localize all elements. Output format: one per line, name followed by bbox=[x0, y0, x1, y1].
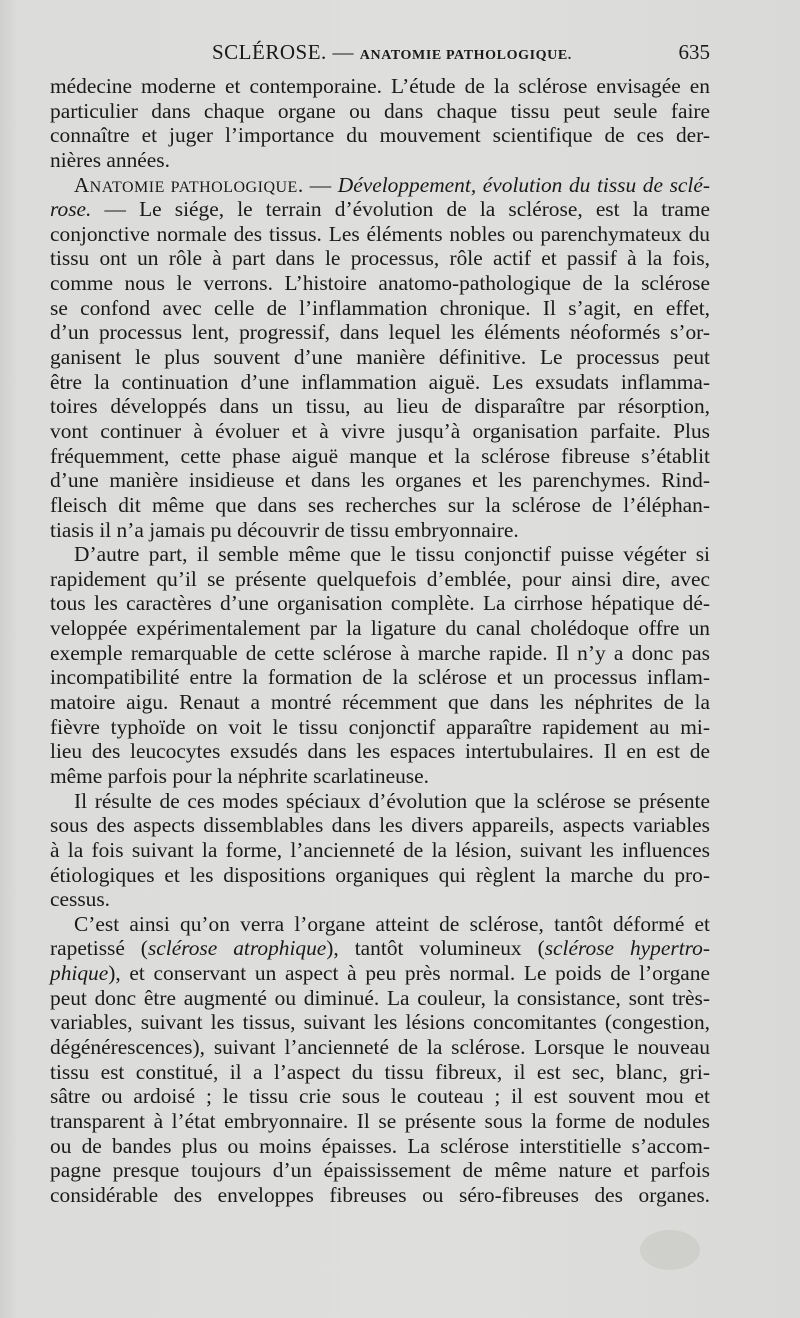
text-line: comme nous le verrons. L’histoire anatomo-pathologique de la sclérose bbox=[50, 271, 710, 296]
text-line: étiologiques et les dispositions organiques qui règlent la marche du pro- bbox=[50, 862, 710, 887]
page-number: 635 bbox=[678, 40, 710, 64]
text-line: tous les caractères d’une organisation complète. La cirrhose hépatique dé- bbox=[50, 591, 710, 616]
text-line: vont continuer à évoluer et à vivre jusqu’à organisation parfaite. Plus bbox=[50, 418, 710, 443]
text-line: d’une manière insidieuse et dans les organes et les parenchymes. Rind- bbox=[50, 468, 710, 493]
text-line: ou de bandes plus ou moins épaisses. La sclérose interstitielle s’accom- bbox=[50, 1133, 710, 1158]
section-label-cap: A bbox=[74, 172, 90, 197]
text-line: à la fois suivant la forme, l’ancienneté de la lésion, suivant les influences bbox=[50, 837, 710, 862]
body-text bbox=[50, 74, 710, 1207]
text-line bbox=[50, 961, 710, 986]
text-line: sâtre ou ardoisé ; le tissu crie sous le couteau ; il est souvent mou et bbox=[50, 1084, 710, 1109]
text-line: fréquemment, cette phase aiguë manque et la sclérose fibreuse s’établit bbox=[50, 443, 710, 468]
text-fragment: ), et conservant un aspect à peu près normal. Le poids de l’organe bbox=[108, 961, 710, 986]
text-line: variables, suivant les tissus, suivant les lésions concomitantes (congestion, bbox=[50, 1010, 710, 1035]
text-line: exemple remarquable de cette sclérose à marche rapide. Il n’y a donc pas bbox=[50, 640, 710, 665]
section-heading: Développement, évolution du tissu de sclé- bbox=[337, 172, 710, 197]
text-line: particulier dans chaque organe ou dans chaque tissu peut seule faire bbox=[50, 98, 710, 123]
text-line: C’est ainsi qu’on verra l’organe atteint de sclérose, tantôt déformé et bbox=[74, 911, 710, 936]
running-head-dash: — bbox=[332, 40, 355, 64]
text-line: lieu des leucocytes exsudés dans les espaces intertubulaires. Il en est de bbox=[50, 739, 710, 764]
section-label-dash: . — bbox=[297, 172, 338, 197]
text-line: être la continuation d’une inflammation aiguë. Les exsudats inflamma- bbox=[50, 369, 710, 394]
section-heading-cont: rose. bbox=[50, 197, 92, 222]
text-line: sous des aspects dissemblables dans les divers appareils, aspects variables bbox=[50, 813, 710, 838]
section-label-rest: NATOMIE PATHOLOGIQUE bbox=[89, 178, 298, 196]
section-heading-line bbox=[50, 173, 710, 198]
text-line: considérable des enveloppes fibreuses ou séro-fibreuses des organes. bbox=[50, 1182, 710, 1207]
text-line: D’autre part, il semble même que le tissu conjonctif puisse végéter si bbox=[74, 542, 710, 567]
text-line: Il résulte de ces modes spéciaux d’évolution que la sclérose se présente bbox=[74, 788, 710, 813]
text-line: veloppée expérimentalement par la ligature du canal cholédoque offre un bbox=[50, 616, 710, 641]
paragraph-il-resulte bbox=[50, 789, 710, 912]
text-line: dégénérescences), suivant l’ancienneté de la sclérose. Lorsque le nouveau bbox=[50, 1034, 710, 1059]
running-head-title bbox=[212, 40, 572, 65]
text-line: toires développés dans un tissu, au lieu de disparaître par résorption, bbox=[50, 394, 710, 419]
running-head-main: SCLÉROSE. bbox=[212, 40, 327, 64]
paragraph-intro bbox=[50, 74, 710, 173]
text-line: même parfois pour la néphrite scarlatineuse. bbox=[50, 763, 429, 788]
text-fragment: rapetissé ( bbox=[50, 936, 148, 961]
text-fragment: ), tantôt volumineux ( bbox=[326, 936, 545, 961]
text-line: tissu ont un rôle à part dans le processus, rôle actif et passif à la fois, bbox=[50, 246, 710, 271]
text-line: matoire aigu. Renaut a montré récemment que dans les néphrites de la bbox=[50, 690, 710, 715]
text-line: fièvre typhoïde on voit le tissu conjonctif apparaître rapidement au mi- bbox=[50, 714, 710, 739]
section-label bbox=[74, 172, 298, 197]
text-line bbox=[50, 197, 710, 222]
paragraph-cest-ainsi bbox=[50, 912, 710, 1208]
text-line: tissu est constitué, il a l’aspect du tissu fibreux, il est sec, blanc, gri- bbox=[50, 1059, 710, 1084]
italic-term: sclérose hypertro- bbox=[544, 936, 710, 961]
text-line: médecine moderne et contemporaine. L’étude de la sclérose envisagée en bbox=[50, 74, 710, 98]
text-line: peut donc être augmenté ou diminué. La couleur, la consistance, sont très- bbox=[50, 985, 710, 1010]
text-line: pagne presque toujours d’un épaississement de même nature et parfois bbox=[50, 1158, 710, 1183]
paragraph-autre-part bbox=[50, 542, 710, 788]
text-line: ganisent le plus souvent d’une manière définitive. Le processus peut bbox=[50, 345, 710, 370]
text-line-rest: — Le siége, le terrain d’évolution de la sclérose, est la trame bbox=[91, 197, 710, 222]
italic-term: phique bbox=[50, 961, 109, 986]
paragraph-section-anatomie bbox=[50, 173, 710, 543]
text-line: cessus. bbox=[50, 887, 111, 912]
text-line: rapidement qu’il se présente quelquefois d’emblée, pour ainsi dire, avec bbox=[50, 566, 710, 591]
text-line: conjonctive normale des tissus. Les éléments nobles ou parenchymateux du bbox=[50, 221, 710, 246]
paper-stain bbox=[640, 1230, 700, 1270]
text-line: fleisch dit même que dans ses recherches sur la sclérose de l’éléphan- bbox=[50, 492, 710, 517]
text-line: nières années. bbox=[50, 147, 170, 172]
text-line bbox=[50, 936, 710, 961]
text-line: incompatibilité entre la formation de la sclérose et un processus inflam- bbox=[50, 665, 710, 690]
text-line: se confond avec celle de l’inflammation chronique. Il s’agit, en effet, bbox=[50, 295, 710, 320]
running-head-sub: ANATOMIE PATHOLOGIQUE. bbox=[359, 48, 572, 63]
text-line: transparent à l’état embryonnaire. Il se présente sous la forme de nodules bbox=[50, 1108, 710, 1133]
text-line: d’un processus lent, progressif, dans lequel les éléments néoformés s’or- bbox=[50, 320, 710, 345]
text-line: tiasis il n’a jamais pu découvrir de tissu embryonnaire. bbox=[50, 517, 519, 542]
italic-term: sclérose atrophique bbox=[147, 936, 327, 961]
text-line: connaître et juger l’importance du mouvement scientifique de ces der- bbox=[50, 123, 710, 148]
running-header bbox=[50, 38, 710, 68]
